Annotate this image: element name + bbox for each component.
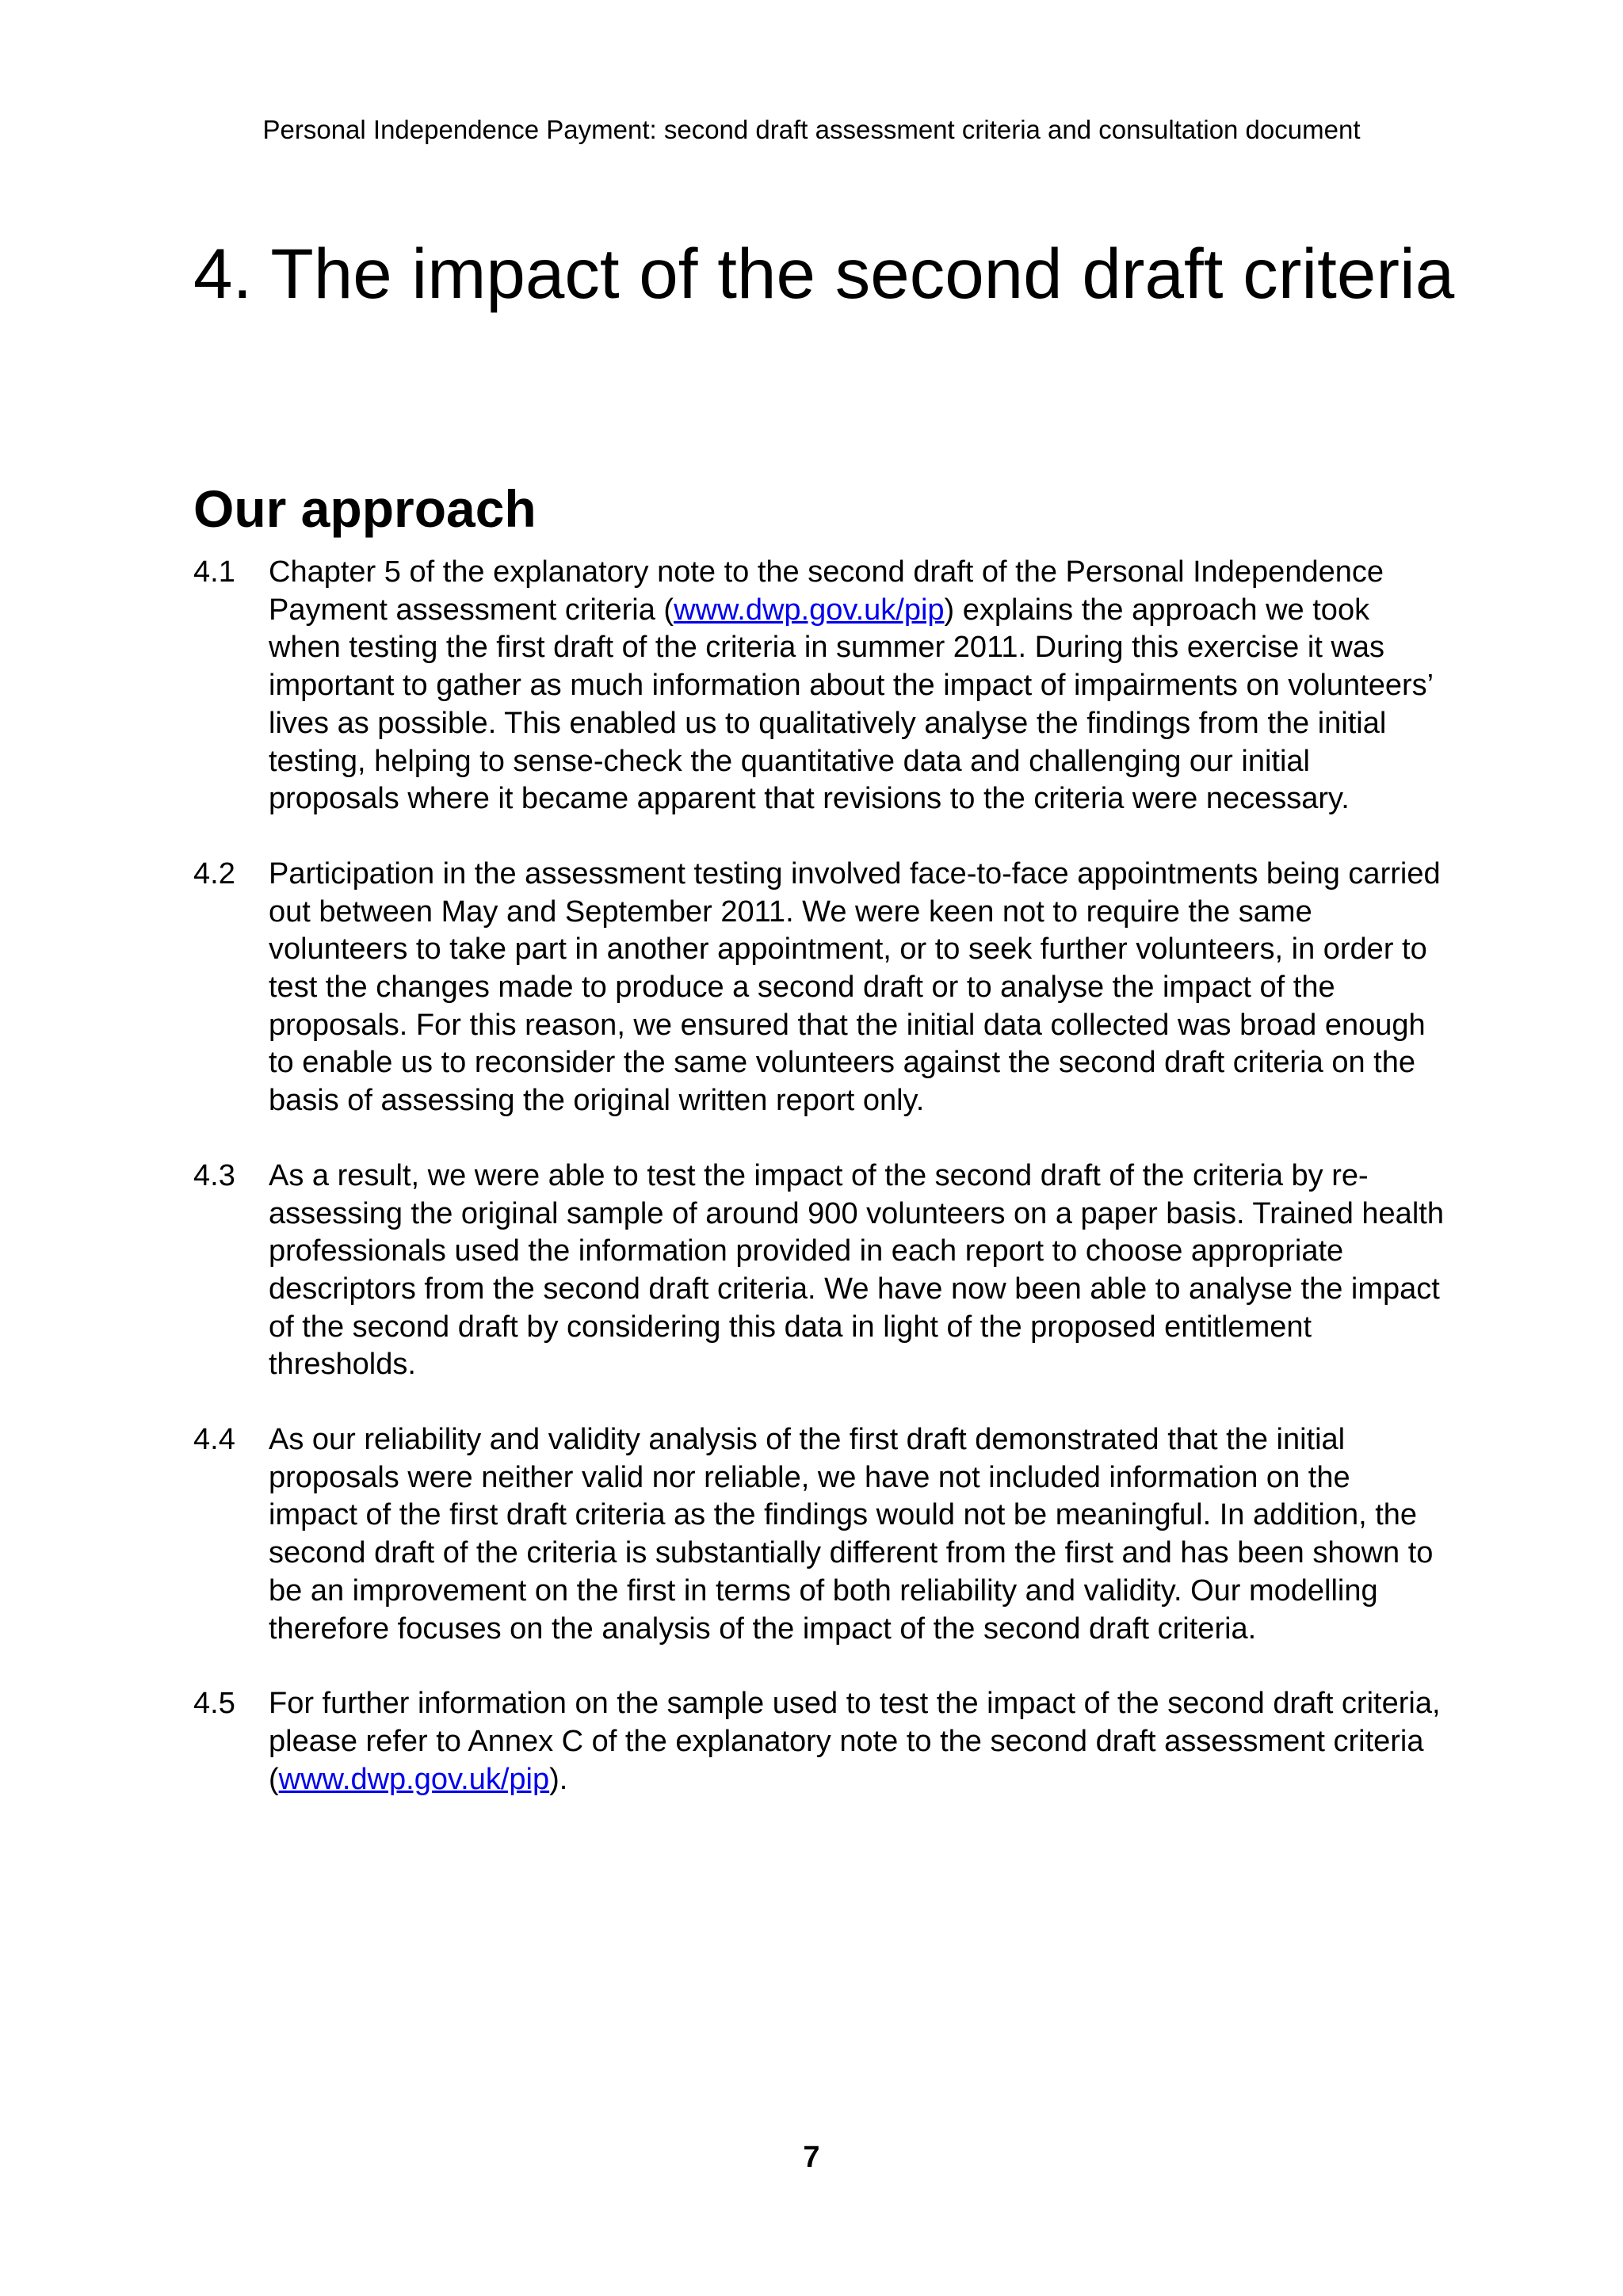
- paragraph-4-4: [193, 1421, 1445, 1648]
- section-heading: Our approach: [193, 479, 537, 538]
- page-number: 7: [803, 2141, 820, 2174]
- paragraph-text: [269, 1685, 1445, 1798]
- paragraph-number: 4.2: [193, 856, 235, 891]
- paragraph-text-after-link: ) explains the approach we took when testing the first draft of the criteria in summer 2011. During this exercise it was important to gather as much information about the impact of impairments on volunteers’ lives as possible. This enabled us to qualitatively analyse the findings from the initial testing, helping to sense-check the quantitative data and challenging our initial proposals where it became apparent that revisions to the criteria were necessary.: [269, 593, 1433, 816]
- chapter-title: 4. The impact of the second draft criteria: [193, 234, 1455, 313]
- paragraph-text-before-link: Chapter 5 of the explanatory note to the second draft of the Personal Independence Payment assessment criteria (: [269, 555, 1384, 627]
- paragraph-4-3: [193, 1158, 1445, 1384]
- dwp-pip-link[interactable]: www.dwp.gov.uk/pip: [674, 593, 945, 627]
- paragraph-text-after-link: ).: [549, 1762, 568, 1796]
- paragraph-4-1: [193, 554, 1445, 818]
- running-header: Personal Independence Payment: second draft assessment criteria and consultation document: [262, 115, 1361, 144]
- paragraph-text: As a result, we were able to test the impact of the second draft of the criteria by re-assessing the original sample of around 900 volunteers on a paper basis. Trained health professionals used the information provided in each report to choose appropriate descriptors from the second draft criteria. We have now been able to analyse the impact of the second draft by considering this data in light of the proposed entitlement thresholds.: [269, 1158, 1444, 1382]
- paragraph-number: 4.5: [193, 1687, 235, 1721]
- paragraph-list: [193, 554, 1445, 1836]
- paragraph-text: [269, 554, 1445, 818]
- paragraph-number: 4.1: [193, 555, 235, 589]
- paragraph-number: 4.3: [193, 1158, 235, 1192]
- paragraph-text-before-link: For further information on the sample used to test the impact of the second draft criteria, please refer to Annex C of the explanatory note to the second draft assessment criteria (: [269, 1687, 1441, 1796]
- dwp-pip-link[interactable]: www.dwp.gov.uk/pip: [278, 1762, 550, 1796]
- paragraph-4-2: [193, 856, 1445, 1120]
- paragraph-number: 4.4: [193, 1423, 235, 1457]
- paragraph-text: Participation in the assessment testing involved face-to-face appointments being carried out between May and September 2011. We were keen not to require the same volunteers to take part in another appointment, or to seek further volunteers, in order to test the changes made to produce a second draft or to analyse the impact of the proposals. For this reason, we ensured that the initial data collected was broad enough to enable us to reconsider the same volunteers against the second draft criteria on the basis of assessing the original written report only.: [269, 856, 1441, 1118]
- paragraph-4-5: [193, 1685, 1445, 1798]
- paragraph-text: As our reliability and validity analysis of the first draft demonstrated that the initial proposals were neither valid nor reliable, we have not included information on the impact of the first draft criteria as the findings would not be meaningful. In addition, the second draft of the criteria is substantially different from the first and has been shown to be an improvement on the first in terms of both reliability and validity. Our modelling therefore focuses on the analysis of the impact of the second draft criteria.: [269, 1423, 1434, 1646]
